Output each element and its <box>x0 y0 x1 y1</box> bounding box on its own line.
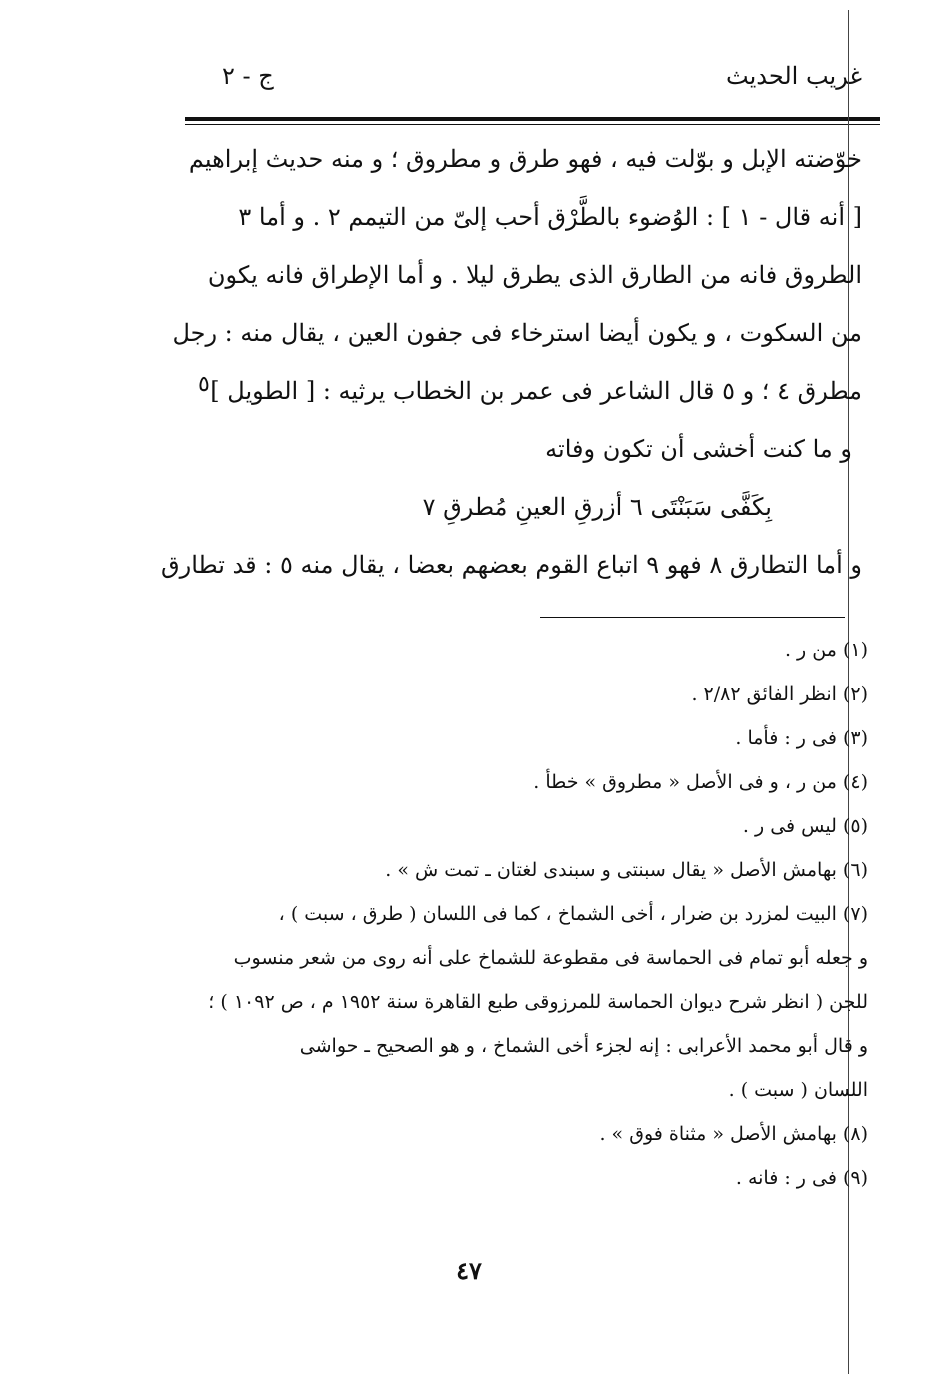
footnote-separator <box>540 617 845 618</box>
footnote-5: (٥) ليس فى ر . <box>742 815 868 837</box>
text-line-5: مطرق ٤ ؛ و ٥ قال الشاعر فى عمر بن الخطاب يرثيه : [ الطويل ] <box>210 377 862 405</box>
footnote-7-cont-4: اللسان ( سبت ) . <box>728 1079 868 1101</box>
header-rule-thin <box>185 124 880 125</box>
text-line-2: [ أنه قال - ١ ] : الوُضوء بالطَّرْق أحب إلىّ من التيمم ٢ . و أما ٣ <box>238 203 862 231</box>
page-number: ٤٧ <box>456 1256 482 1285</box>
verse-hemistich-2: بِكَفَّى سَبَنْتَى ٦ أزرقِ العينِ مُطرقِ ٧ <box>422 493 772 521</box>
text-line-last: و أما التطارق ٨ فهو ٩ اتباع القوم بعضهم بعضا ، يقال منه ٥ : قد تطارق <box>161 551 862 579</box>
footnote-6: (٦) بهامش الأصل « يقال سبنتى و سبندى لغتان ـ تمت ش » . <box>385 859 868 881</box>
footnote-7: (٧) البيت لمزرد بن ضرار ، أخى الشماخ ، كما فى اللسان ( طرق ، سبت ) ، <box>278 903 868 925</box>
line-number-marker: ٥ <box>198 372 210 397</box>
text-line-1: خوّضته الإبل و بوّلت فيه ، فهو طرق و مطروق ؛ و منه حديث إبراهيم <box>188 145 862 173</box>
footnote-8: (٨) بهامش الأصل « مثناة فوق » . <box>599 1123 868 1145</box>
footnotes <box>208 628 868 1200</box>
running-header-volume: ج - ٢ <box>222 62 274 90</box>
footnote-7-cont-3: و قال أبو محمد الأعرابى : إنه لجزء أخى الشماخ ، و هو الصحيح ـ حواشى <box>299 1035 868 1057</box>
footnote-4: (٤) من ر ، و فى الأصل « مطروق » خطأ . <box>533 771 868 793</box>
footnote-9: (٩) فى ر : فانه . <box>735 1167 868 1189</box>
footnote-7-cont-1: و جعله أبو تمام فى الحماسة فى مقطوعة للشماخ على أنه روى من شعر منسوب <box>233 947 868 969</box>
verse-hemistich-1: و ما كنت أخشى أن تكون وفاته <box>545 435 852 463</box>
main-text <box>161 130 862 594</box>
footnote-7-cont-2: للجن ( انظر شرح ديوان الحماسة للمرزوقى طبع القاهرة سنة ١٩٥٢ م ، ص ١٠٩٢ ) ؛ <box>208 991 868 1013</box>
header-rule <box>185 117 880 121</box>
footnote-2: (٢) انظر الفائق ٢/٨٢ . <box>691 683 868 705</box>
text-line-4: من السكوت ، و يكون أيضا استرخاء فى جفون العين ، يقال منه : رجل <box>172 319 862 347</box>
footnote-3: (٣) فى ر : فأما . <box>735 727 868 749</box>
text-line-3: الطروق فانه من الطارق الذى يطرق ليلا . و أما الإطراق فانه يكون <box>207 261 862 289</box>
footnote-1: (١) من ر . <box>784 639 868 661</box>
running-header-title: غريب الحديث <box>726 62 862 90</box>
